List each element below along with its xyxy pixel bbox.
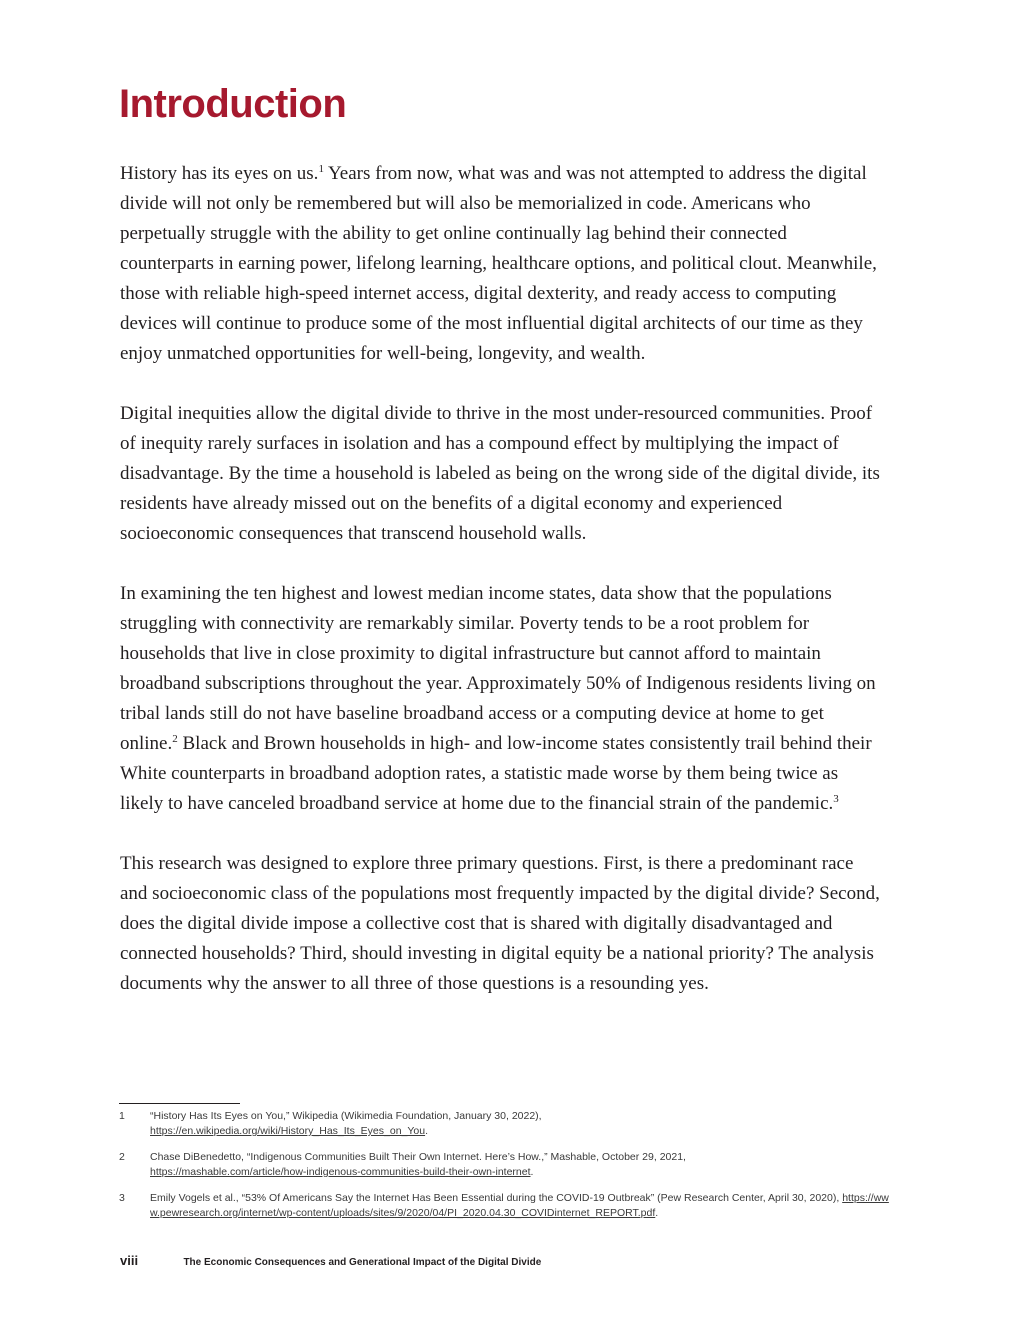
paragraph-2: Digital inequities allow the digital divide to thrive in the most under-resourced communities. Proof of inequity rarely surfaces in isolation and has a compound effect by multiplying the impact of disadvantage. By the time a household is labeled as being on the wrong side of the digital divide, its residents have already missed out on the benefits of a digital economy and experienced socioeconomic consequences that transcend household walls.: [120, 403, 880, 544]
footnote-link[interactable]: https://en.wikipedia.org/wiki/History_Has_Its_Eyes_on_You: [150, 1125, 426, 1137]
footnote-ref-2[interactable]: 2: [172, 733, 178, 745]
paragraph-1-text-a: History has its eyes on us.: [120, 163, 319, 184]
footnote-number: 3: [119, 1192, 125, 1204]
footnote-number: 1: [119, 1110, 125, 1122]
footnote-2: 2 Chase DiBenedetto, “Indigenous Communities Built Their Own Internet. Here’s How.,” Mashable, October 29, 2021, https://mashable.com/article/how-indigenous-communities-build-their-own-internet.: [119, 1151, 686, 1178]
paragraph-4: This research was designed to explore three primary questions. First, is there a predominant race and socioeconomic class of the populations most frequently impacted by the digital divide? Second, does the digital divide impose a collective cost that is shared with digitally disadvantaged and connected households? Third, should investing in digital equity be a national priority? The analysis documents why the answer to all three of those questions is a resounding yes.: [120, 853, 880, 994]
footnote-divider: [119, 1103, 240, 1104]
body-text: [120, 159, 880, 1029]
footnote-text: Emily Vogels et al., “53% Of Americans Say the Internet Has Been Essential during the COVID-19 Outbreak” (Pew Research Center, April 30, 2020),: [150, 1192, 840, 1204]
running-title: The Economic Consequences and Generational Impact of the Digital Divide: [183, 1257, 542, 1268]
footnote-ref-1[interactable]: 1: [318, 163, 324, 175]
footnote-1: 1 “History Has Its Eyes on You,” Wikipedia (Wikimedia Foundation, January 30, 2022), https://en.wikipedia.org/wiki/History_Has_Its_Eyes_on_You.: [119, 1110, 542, 1137]
page-number: viii: [120, 1253, 139, 1268]
paragraph-1-text-b: Years from now, what was and was not attempted to address the digital divide will not only be remembered but will also be memorialized in code. Americans who perpetually struggle with the ability to get online continually lag behind their connected counterparts in earning power, lifelong learning, healthcare options, and political clout. Meanwhile, those with reliable high-speed internet access, digital dexterity, and ready access to computing devices will continue to produce some of the most influential digital architects of our time as they enjoy unmatched opportunities for well-being, longevity, and wealth.: [120, 163, 877, 364]
paragraph-3-text-a: In examining the ten highest and lowest median income states, data show that the populations struggling with connectivity are remarkably similar. Poverty tends to be a root problem for households that live in close proximity to digital infrastructure but cannot afford to maintain broadband subscriptions throughout the year. Approximately 50% of Indigenous residents living on tribal lands still do not have baseline broadband access or a computing device at home to get online.: [120, 583, 876, 754]
footnote-3: 3 Emily Vogels et al., “53% Of Americans Say the Internet Has Been Essential during the COVID-19 Outbreak” (Pew Research Center, April 30, 2020), https://www.pewresearch.org/internet/wp-content/uploads/sites/9/2020/04/PI_2020.04.30_COVIDinternet_REPORT.pdf.: [119, 1192, 889, 1219]
footnote-number: 2: [119, 1151, 125, 1163]
page-footer: [120, 1252, 541, 1270]
footnote-text: “History Has Its Eyes on You,” Wikipedia (Wikimedia Foundation, January 30, 2022),: [150, 1110, 542, 1122]
footnotes: [119, 1109, 889, 1232]
page-title: Introduction: [119, 82, 347, 126]
footnote-ref-3[interactable]: 3: [833, 793, 839, 805]
footnote-link[interactable]: https://www.pewresearch.org/internet/wp-content/uploads/sites/9/2020/04/PI_2020.04.30_COVIDinternet_REPORT.pdf: [150, 1192, 889, 1219]
paragraph-1: [120, 159, 880, 369]
paragraph-3: [120, 579, 880, 819]
footnote-text: Chase DiBenedetto, “Indigenous Communities Built Their Own Internet. Here’s How.,” Mashable, October 29, 2021,: [150, 1151, 686, 1163]
footnote-link[interactable]: https://mashable.com/article/how-indigenous-communities-build-their-own-internet: [150, 1166, 531, 1178]
paragraph-3-text-b: Black and Brown households in high- and low-income states consistently trail behind their White counterparts in broadband adoption rates, a statistic made worse by them being twice as likely to have canceled broadband service at home due to the financial strain of the pandemic.: [120, 733, 872, 814]
